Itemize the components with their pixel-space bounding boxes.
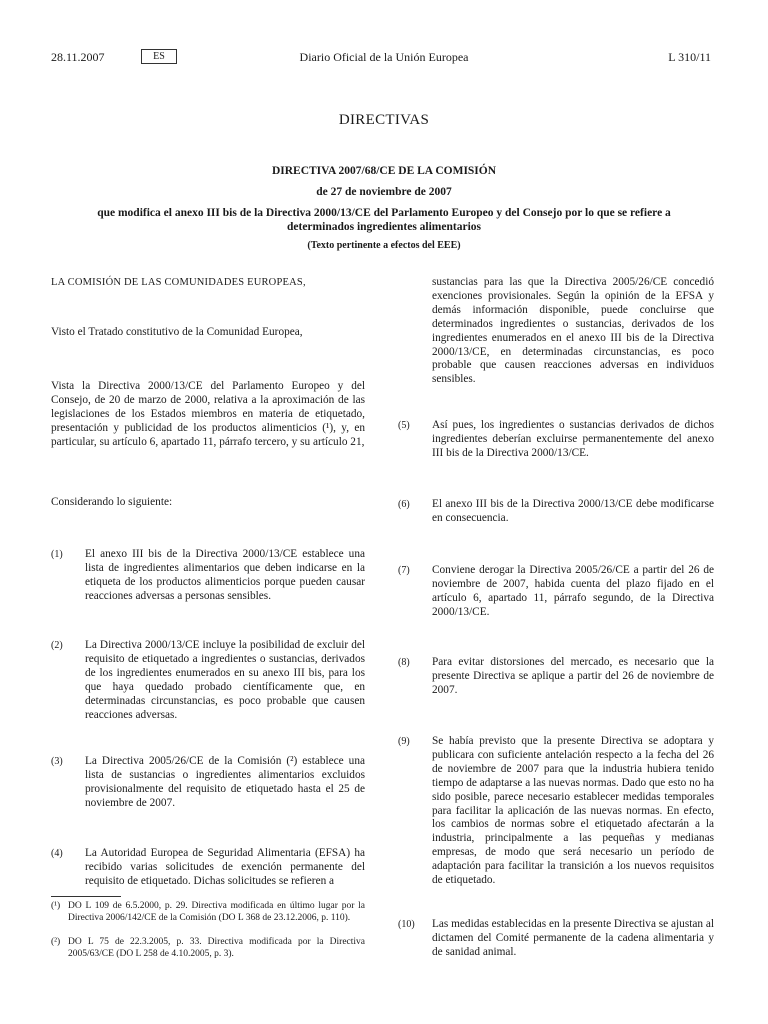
recital-number: (2) — [51, 640, 63, 651]
recital-number: (6) — [398, 499, 410, 510]
recital-text: Las medidas establecidas en la presente Directiva se ajustan al dictamen del Comité permanente de la cadena alimentaria y de sanidad animal. — [432, 918, 714, 958]
language-badge: ES — [141, 49, 177, 64]
eea-relevance: (Texto pertinente a efectos del EEE) — [307, 240, 461, 251]
recital-text: La Directiva 2000/13/CE incluye la posibilidad de excluir del requisito de etiquetado a ingredientes o sustancias, derivados de los ingredientes enumerados en su anexo III bis, para los que haya quedado probado científicamente que, en determinadas circunstancias, es poco probable que causen reacciones adversas. — [85, 639, 365, 721]
recital-text: Se había previsto que la presente Directiva se adoptara y publicara con suficiente antelación respecto a la fecha del 26 de noviembre de 2007 para que la industria hubiera tenido tiempo de adaptarse a las nuevas normas. Dado que esto no ha sido posible, parece necesario establecer medidas temporales para facilitar la aplicación de las nuevas normas. En efecto, los cambios de normas sobre el etiquetado afectarán a la industria, principalmente a las pequeñas y medianas empresas, de modo que será necesario un período de adaptación para facilitar la transición a los nuevos requisitos de etiquetado. — [432, 735, 714, 887]
recital-number: (10) — [398, 919, 415, 930]
footnote-divider — [51, 896, 121, 897]
recital-number: (7) — [398, 565, 410, 576]
recital-text: La Directiva 2005/26/CE de la Comisión (²) establece una lista de sustancias o ingredientes alimentarios excluidos provisionalmente del requisito de etiquetado hasta el 25 de noviembre de 2007. — [85, 755, 365, 809]
footnote-number: (¹) — [51, 901, 61, 911]
footnote-1 — [51, 901, 365, 925]
recital-number: (5) — [398, 420, 410, 431]
recital-text: La Autoridad Europea de Seguridad Alimentaria (EFSA) ha recibido varias solicitudes de exención permanente del requisito de etiquetado. Dichas solicitudes se refieren a — [85, 847, 365, 887]
recital-text: Para evitar distorsiones del mercado, es necesario que la presente Directiva se aplique a partir del 26 de noviembre de 2007. — [432, 656, 714, 696]
recital-number: (3) — [51, 756, 63, 767]
directive-date: de 27 de noviembre de 2007 — [316, 186, 452, 198]
vista-paragraph: Vista la Directiva 2000/13/CE del Parlamento Europeo y del Consejo, de 20 de marzo de 2000, relativa a la aproximación de las legislaciones de los Estados miembros en materia de etiquetado, presentación y publicidad de los productos alimenticios (¹), y, en particular, su artículo 6, apartado 11, párrafo tercero, y su artículo 21, — [51, 380, 365, 448]
recital-number: (9) — [398, 736, 410, 747]
footnote-text: DO L 109 de 6.5.2000, p. 29. Directiva modificada en último lugar por la Directiva 2006/142/CE de la Comisión (DO L 368 de 23.12.2006, p. 110). — [68, 901, 365, 923]
recital-number: (8) — [398, 657, 410, 668]
recital-text: El anexo III bis de la Directiva 2000/13/CE debe modificarse en consecuencia. — [432, 498, 714, 524]
directive-title: DIRECTIVA 2007/68/CE DE LA COMISIÓN — [271, 165, 497, 177]
recital-text: Así pues, los ingredientes o sustancias derivados de dichos ingredientes deberían excluirse permanentemente del anexo III bis de la Directiva 2000/13/CE. — [432, 419, 714, 459]
page-number: L 310/11 — [668, 50, 711, 64]
considerando-line: Considerando lo siguiente: — [51, 496, 173, 508]
footnote-2 — [51, 937, 365, 961]
commission-line: LA COMISIÓN DE LAS COMUNIDADES EUROPEAS, — [51, 277, 306, 288]
footnote-text: DO L 75 de 22.3.2005, p. 33. Directiva modificada por la Directiva 2005/63/CE (DO L 258 de 4.10.2005, p. 3). — [68, 937, 365, 959]
page-header — [0, 50, 768, 70]
recital-number: (1) — [51, 549, 63, 560]
recital-text: El anexo III bis de la Directiva 2000/13/CE establece una lista de ingredientes alimentarios que deben indicarse en la etiqueta de los productos alimenticios porque pueden causar reacciones adversas a personas sensibles. — [85, 548, 365, 602]
directive-subject: que modifica el anexo III bis de la Directiva 2000/13/CE del Parlamento Europeo y del Consejo por lo que se refiere a determinados ingredientes alimentarios — [97, 207, 671, 233]
publication-date: 28.11.2007 — [51, 50, 105, 64]
section-title: DIRECTIVAS — [338, 112, 430, 128]
journal-title: Diario Oficial de la Unión Europea — [299, 50, 469, 64]
recital-number: (4) — [51, 848, 63, 859]
treaty-paragraph: Visto el Tratado constitutivo de la Comunidad Europea, — [51, 326, 303, 338]
footnote-number: (²) — [51, 937, 61, 947]
recital-text: Conviene derogar la Directiva 2005/26/CE a partir del 26 de noviembre de 2007, habida cuenta del plazo fijado en el artículo 6, apartado 11, párrafo segundo, de la Directiva 2000/13/CE. — [432, 564, 714, 618]
